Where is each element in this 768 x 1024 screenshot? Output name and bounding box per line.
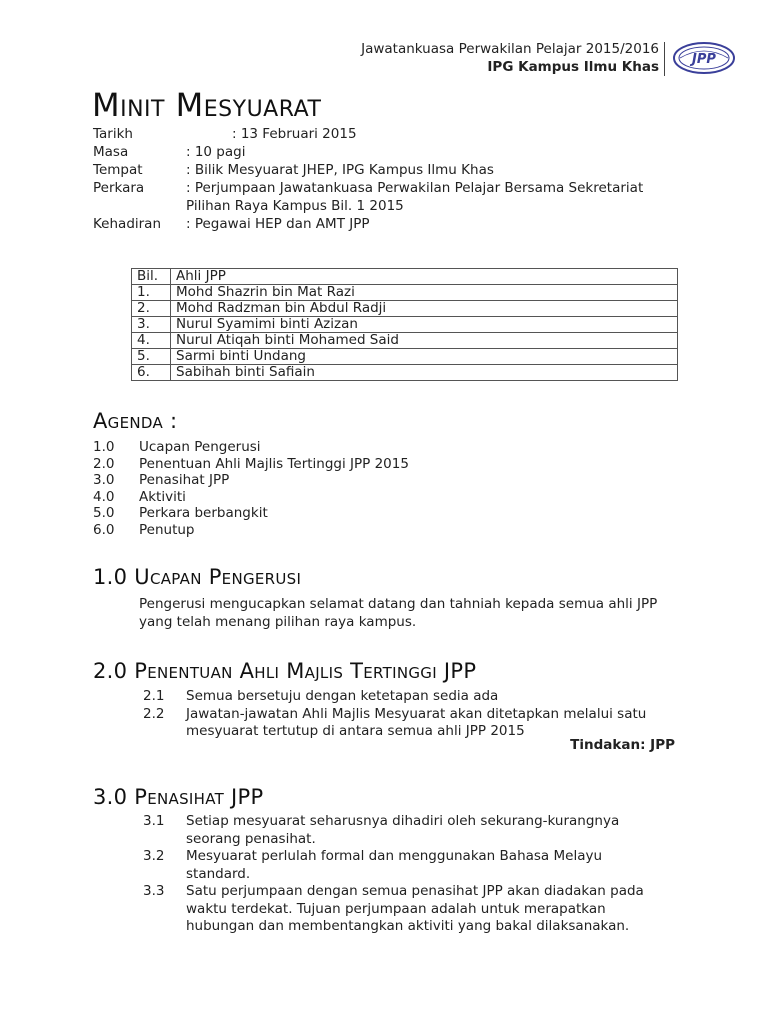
table-row	[132, 365, 678, 381]
table-header-cell: Ahli JPP	[171, 269, 678, 285]
item-text: Mesyuarat perlulah formal dan menggunakan Bahasa Melayu standard.	[186, 848, 603, 882]
item-number: 3.2	[143, 848, 165, 864]
meta-value: : 13 Februari 2015	[232, 126, 357, 142]
meta-value: : Bilik Mesyuarat JHEP, IPG Kampus Ilmu Khas	[186, 162, 494, 178]
table-row	[132, 349, 678, 365]
header-campus-line: IPG Kampus Ilmu Khas	[487, 59, 659, 75]
agenda-text: Penentuan Ahli Majlis Tertinggi JPP 2015	[139, 455, 409, 472]
section-2-items	[143, 688, 683, 741]
item-number: 2.1	[143, 688, 165, 704]
header-org-line: Jawatankuasa Perwakilan Pelajar 2015/2016	[361, 41, 659, 57]
item-number: 3.3	[143, 883, 165, 899]
table-row	[132, 317, 678, 333]
agenda-number: 2.0	[93, 455, 115, 472]
table-cell: Mohd Shazrin bin Mat Razi	[171, 285, 678, 301]
table-cell: 1.	[132, 285, 171, 301]
meta-value: : 10 pagi	[186, 144, 246, 160]
section-2-heading: 2.0 Penentuan Ahli Majlis Tertinggi JPP	[93, 659, 477, 683]
table-cell: Sabihah binti Safiain	[171, 365, 678, 381]
item-text: Jawatan-jawatan Ahli Majlis Mesyuarat akan ditetapkan melalui satu mesyuarat tertutup di antara semua ahli JPP 2015	[186, 705, 647, 739]
item-text: Setiap mesyuarat seharusnya dihadiri oleh sekurang-kurangnya seorang penasihat.	[186, 813, 620, 847]
document-title: Minit Mesyuarat	[92, 86, 322, 124]
meta-label: Perkara	[93, 180, 145, 196]
list-item	[143, 848, 683, 883]
table-header-row	[132, 269, 678, 285]
table-cell: 4.	[132, 333, 171, 349]
meta-label: Tarikh	[93, 126, 133, 142]
agenda-text: Aktiviti	[139, 488, 186, 505]
agenda-text: Penasihat JPP	[139, 472, 230, 488]
section-3-heading: 3.0 Penasihat JPP	[93, 785, 264, 809]
meta-value: Pilihan Raya Kampus Bil. 1 2015	[186, 198, 404, 214]
list-item	[143, 706, 683, 741]
table-cell: 2.	[132, 301, 171, 317]
agenda-heading: Agenda :	[93, 409, 178, 433]
agenda-text: Perkara berbangkit	[139, 505, 268, 521]
header-divider	[664, 42, 665, 76]
agenda-text: Ucapan Pengerusi	[139, 439, 261, 455]
meta-value: : Pegawai HEP dan AMT JPP	[186, 216, 370, 232]
table-cell: Nurul Syamimi binti Azizan	[171, 317, 678, 333]
document-header	[361, 40, 659, 76]
table-row	[132, 301, 678, 317]
table-cell: 6.	[132, 365, 171, 381]
agenda-number: 6.0	[93, 521, 115, 538]
table-cell: 5.	[132, 349, 171, 365]
list-item	[143, 813, 683, 848]
table-cell: 3.	[132, 317, 171, 333]
jpp-logo-icon	[672, 40, 736, 76]
agenda-number: 4.0	[93, 488, 115, 505]
action-note: Tindakan: JPP	[570, 737, 675, 753]
meta-value: : Perjumpaan Jawatankuasa Perwakilan Pelajar Bersama Sekretariat	[186, 180, 644, 196]
item-text: Semua bersetuju dengan ketetapan sedia ada	[186, 688, 499, 704]
section-1-heading: 1.0 Ucapan Pengerusi	[93, 565, 302, 589]
meta-label: Masa	[93, 144, 129, 160]
section-1-body: Pengerusi mengucapkan selamat datang dan tahniah kepada semua ahli JPP yang telah menang pilihan raya kampus.	[139, 596, 658, 630]
table-cell: Mohd Radzman bin Abdul Radji	[171, 301, 678, 317]
table-cell: Nurul Atiqah binti Mohamed Said	[171, 333, 678, 349]
members-table	[131, 268, 678, 381]
meta-label: Tempat	[93, 162, 143, 178]
table-row	[132, 285, 678, 301]
logo-text: JPP	[692, 52, 716, 67]
agenda-number: 5.0	[93, 505, 115, 521]
agenda-number: 3.0	[93, 472, 115, 488]
section-3-items	[143, 813, 683, 936]
table-row	[132, 333, 678, 349]
list-item	[143, 883, 683, 936]
item-number: 2.2	[143, 705, 165, 722]
agenda-number: 1.0	[93, 439, 115, 455]
table-header-cell: Bil.	[132, 269, 171, 285]
table-cell: Sarmi binti Undang	[171, 349, 678, 365]
item-text: Satu perjumpaan dengan semua penasihat JPP akan diadakan pada waktu terdekat. Tujuan perjumpaan adalah untuk merapatkan hubungan dan membentangkan aktiviti yang bakal dilaksanakan.	[186, 883, 644, 934]
list-item	[143, 688, 683, 706]
agenda-text: Penutup	[139, 521, 195, 538]
meta-label: Kehadiran	[93, 216, 162, 232]
item-number: 3.1	[143, 813, 165, 829]
